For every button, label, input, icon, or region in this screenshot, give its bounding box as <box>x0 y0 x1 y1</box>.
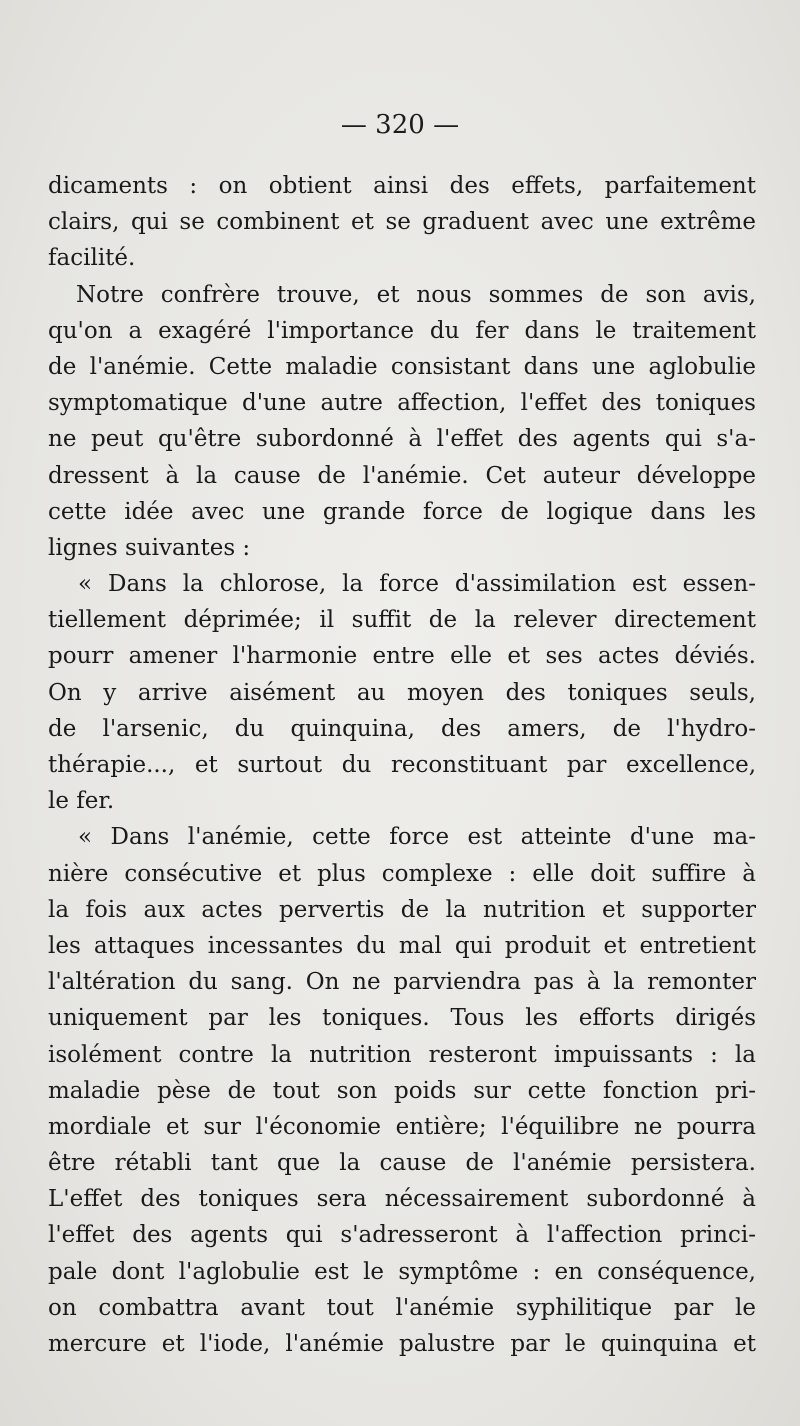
text-line: maladie pèse de tout son poids sur cette fonction pri- <box>48 1077 756 1104</box>
text-line: de l'arsenic, du quinquina, des amers, de l'hydro- <box>48 715 756 742</box>
text-line: la fois aux actes pervertis de la nutrition et supporter <box>48 896 756 923</box>
quote-start-line: « Dans l'anémie, cette force est atteinte d'une ma- <box>78 824 756 851</box>
text-line: symptomatique d'une autre affection, l'effet des toniques <box>48 390 756 417</box>
page-number: — 320 — <box>340 110 460 140</box>
text-line: les attaques incessantes du mal qui produit et entretient <box>48 932 756 959</box>
body-text <box>48 168 756 1362</box>
text-line: isolément contre la nutrition resteront impuissants : la <box>48 1041 756 1068</box>
text-line: mercure et l'iode, l'anémie palustre par le quinquina et <box>48 1331 756 1357</box>
text-line: L'effet des toniques sera nécessairement subordonné à <box>48 1186 756 1213</box>
text-line: l'altération du sang. On ne parviendra pas à la remonter <box>48 969 756 996</box>
text-line: pale dont l'aglobulie est le symptôme : en conséquence, <box>48 1258 756 1285</box>
text-line: être rétabli tant que la cause de l'anémie persistera. <box>48 1150 756 1177</box>
text-line: nière consécutive et plus complexe : elle doit suffire à <box>48 860 756 887</box>
text-line: On y arrive aisément au moyen des toniques seuls, <box>48 679 756 706</box>
text-line: dressent à la cause de l'anémie. Cet auteur développe <box>48 462 756 489</box>
text-line: ne peut qu'être subordonné à l'effet des agents qui s'a- <box>48 426 756 453</box>
text-line: mordiale et sur l'économie entière; l'équilibre ne pourra <box>48 1113 756 1140</box>
text-line: pourr amener l'harmonie entre elle et ses actes déviés. <box>48 643 756 670</box>
text-line: lignes suivantes : <box>48 534 251 561</box>
text-line: l'effet des agents qui s'adresseront à l'affection princi- <box>48 1222 756 1249</box>
text-line: facilité. <box>48 245 136 272</box>
quote-start-line: « Dans la chlorose, la force d'assimilation est essen- <box>78 571 756 598</box>
text-line: qu'on a exagéré l'importance du fer dans le traitement <box>48 317 756 344</box>
text-line: uniquement par les toniques. Tous les efforts dirigés <box>48 1005 756 1032</box>
text-line: clairs, qui se combinent et se graduent avec une extrême <box>48 209 756 236</box>
text-line: on combattra avant tout l'anémie syphilitique par le <box>48 1294 756 1321</box>
text-line: dicaments : on obtient ainsi des effets, parfaitement <box>48 173 756 199</box>
text-line: thérapie..., et surtout du reconstituant par excellence, <box>48 752 756 778</box>
text-line: le fer. <box>48 788 115 815</box>
text-line: cette idée avec une grande force de logique dans les <box>48 498 756 525</box>
text-line: de l'anémie. Cette maladie consistant dans une aglobulie <box>48 353 756 380</box>
paragraph-start-line: Notre confrère trouve, et nous sommes de son avis, <box>76 281 756 308</box>
text-line: tiellement déprimée; il suffit de la relever directement <box>48 607 756 634</box>
